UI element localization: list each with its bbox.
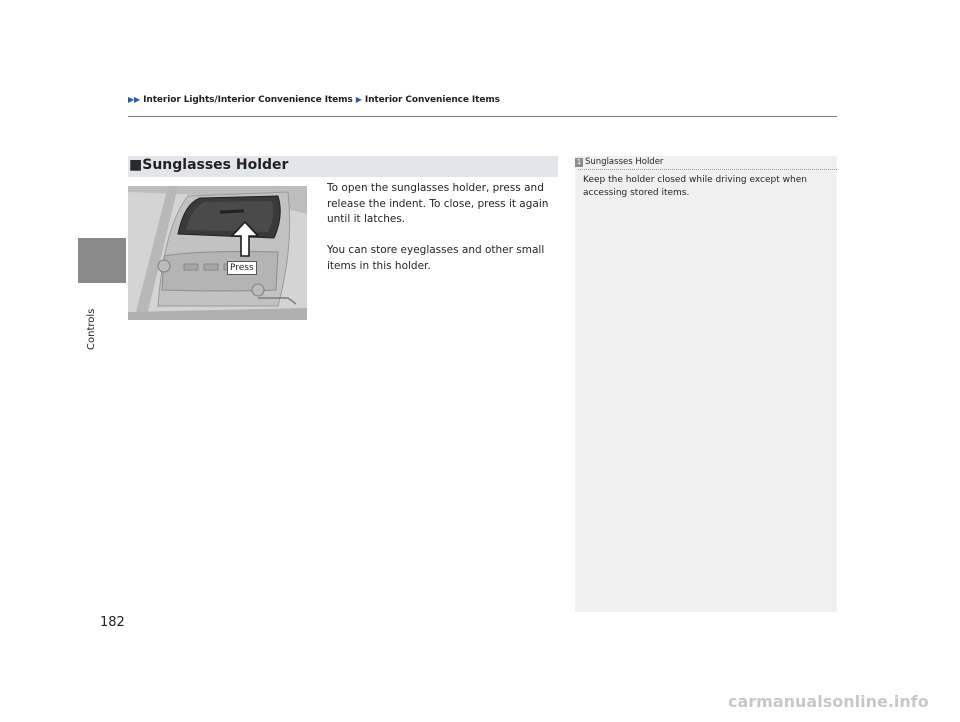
page-number: 182 — [100, 615, 125, 630]
double-triangle-icon: ▶▶ — [128, 95, 141, 104]
section-title — [129, 157, 288, 173]
chapter-tab — [78, 238, 126, 283]
sunglasses-holder-illustration — [128, 186, 307, 320]
triangle-icon: ▶ — [355, 95, 362, 104]
note-text: Keep the holder closed while driving except when accessing stored items. — [583, 175, 807, 198]
press-callout: Press — [227, 261, 257, 275]
section-title-text: Sunglasses Holder — [142, 157, 289, 173]
breadcrumb — [128, 95, 500, 105]
header-rule — [128, 116, 837, 117]
breadcrumb-level1[interactable]: Interior Lights/Interior Convenience Items — [143, 95, 353, 105]
watermark: carmanualsonline.info — [728, 692, 929, 711]
overhead-console-drawing — [128, 186, 307, 320]
note-panel — [575, 156, 837, 612]
chapter-label: Controls — [86, 308, 97, 350]
note-number-badge: 1 — [576, 158, 582, 166]
breadcrumb-level2[interactable]: Interior Convenience Items — [364, 95, 500, 105]
note-divider — [578, 169, 837, 170]
storage-paragraph: You can store eyeglasses and other small items in this holder. — [327, 244, 545, 272]
section-marker: ■ — [129, 157, 143, 173]
note-title — [575, 157, 663, 167]
note-title-text: Sunglasses Holder — [585, 157, 664, 167]
instruction-paragraph: To open the sunglasses holder, press and release the indent. To close, press it again until it latches. — [327, 182, 549, 226]
